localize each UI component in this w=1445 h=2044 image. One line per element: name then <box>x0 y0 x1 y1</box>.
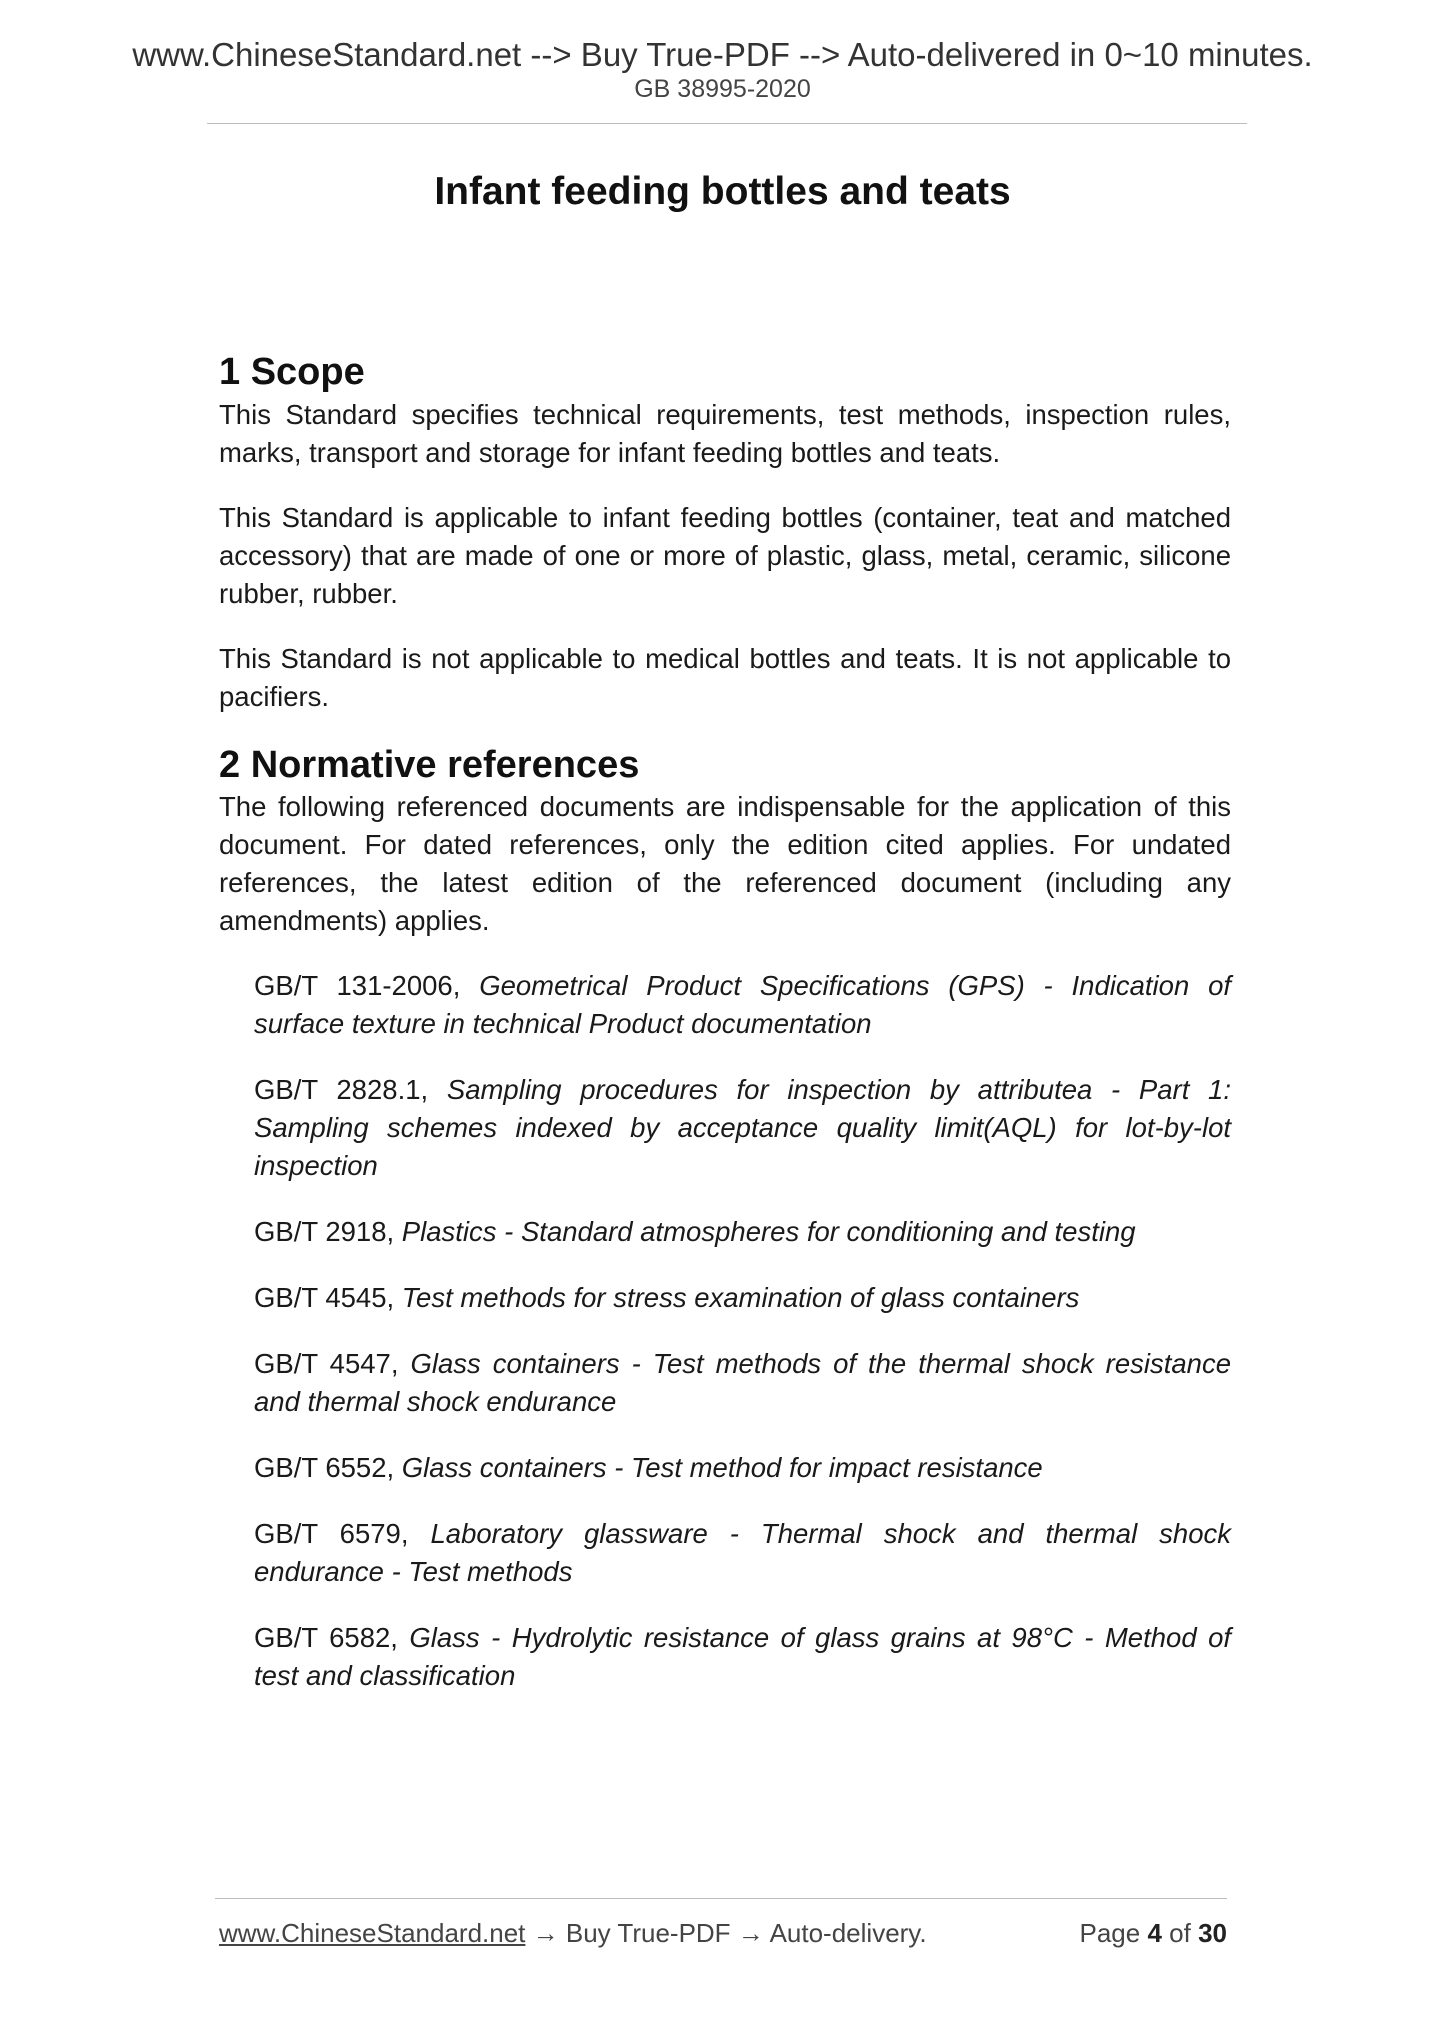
footer <box>219 1918 1227 1949</box>
references-intro-paragraph: The following referenced documents are indispensable for the application of this document. For dated references, only the edition cited applies. For undated references, the latest edition of the referenced document (including any amendments) applies. <box>219 791 1231 937</box>
reference-code: GB/T 2918, <box>254 1216 395 1248</box>
reference-title: Test methods for stress examination of glass containers <box>401 1282 1080 1314</box>
reference-title: Glass - Hydrolytic resistance of glass grains at 98°C - Method of test and classification <box>254 1622 1231 1692</box>
reference-item <box>254 1515 1231 1591</box>
header-site-banner[interactable]: www.ChineseStandard.net --> Buy True-PDF --> Auto-delivered in 0~10 minutes. <box>132 36 1313 73</box>
reference-title: Plastics - Standard atmospheres for conditioning and testing <box>401 1216 1136 1248</box>
page-number: 4 <box>1147 1918 1162 1948</box>
reference-item <box>254 1449 1231 1487</box>
reference-code: GB/T 6582, <box>254 1622 398 1654</box>
document-title: Infant feeding bottles and teats <box>434 170 1011 213</box>
reference-list <box>219 967 1231 1695</box>
reference-item <box>254 967 1231 1043</box>
of-label: of <box>1169 1918 1191 1948</box>
reference-code: GB/T 4545, <box>254 1282 395 1314</box>
reference-code: GB/T 6579, <box>254 1518 409 1550</box>
reference-item <box>254 1213 1231 1251</box>
reference-title: Glass containers - Test methods of the thermal shock resistance and thermal shock endurance <box>254 1348 1232 1418</box>
section-heading-normative-references: 2 Normative references <box>219 743 640 786</box>
total-pages: 30 <box>1198 1918 1227 1948</box>
section-heading-scope: 1 Scope <box>219 351 365 393</box>
reference-code: GB/T 131-2006, <box>254 970 461 1002</box>
page-label: Page <box>1079 1918 1141 1948</box>
footer-divider <box>215 1898 1227 1899</box>
reference-item <box>254 1071 1231 1185</box>
reference-item <box>254 1345 1231 1421</box>
reference-title: Laboratory glassware - Thermal shock and thermal shock endurance - Test methods <box>254 1518 1232 1588</box>
scope-paragraph: This Standard is not applicable to medical bottles and teats. It is not applicable to pacifiers. <box>219 642 1231 712</box>
reference-code: GB/T 4547, <box>254 1348 399 1380</box>
footer-site-link[interactable]: www.ChineseStandard.net <box>219 1918 526 1948</box>
header-standard-code: GB 38995-2020 <box>634 75 811 103</box>
document-body <box>219 350 1231 1723</box>
reference-code: GB/T 2828.1, <box>254 1074 429 1106</box>
page-indicator <box>1079 1918 1227 1949</box>
scope-paragraph: This Standard specifies technical requirements, test methods, inspection rules, marks, transport and storage for infant feeding bottles and teats. <box>219 398 1231 468</box>
reference-title: Glass containers - Test method for impact resistance <box>401 1452 1043 1484</box>
reference-code: GB/T 6552, <box>254 1452 395 1484</box>
reference-item <box>254 1619 1231 1695</box>
scope-paragraph: This Standard is applicable to infant feeding bottles (container, teat and matched accessory) that are made of one or more of plastic, glass, metal, ceramic, silicone rubber, rubber. <box>219 501 1231 609</box>
reference-title: Geometrical Product Specifications (GPS) - Indication of surface texture in technical Product documentation <box>254 970 1231 1040</box>
reference-item <box>254 1279 1231 1317</box>
footer-tagline: → Buy True-PDF → Auto-delivery. <box>525 1918 927 1948</box>
reference-title: Sampling procedures for inspection by attributea - Part 1: Sampling schemes indexed by acceptance quality limit(AQL) for lot-by-lot inspection <box>254 1074 1231 1182</box>
header-divider <box>207 123 1247 124</box>
